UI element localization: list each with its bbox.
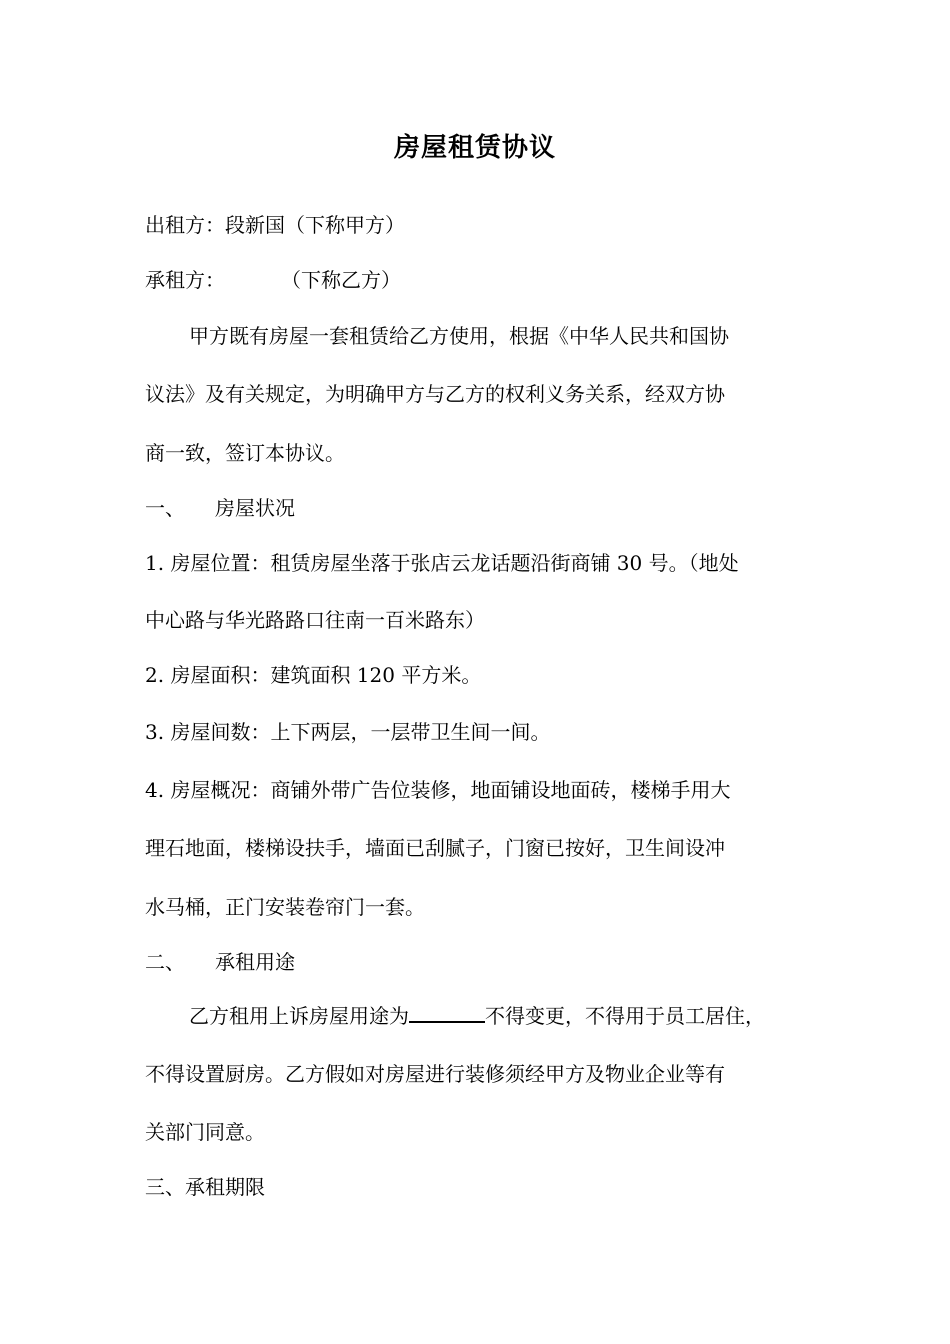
- usage-suffix: 不得变更，不得用于员工居住，: [485, 1004, 765, 1028]
- section-2-para-line: 不得设置厨房。乙方假如对房屋进行装修须经甲方及物业企业等有: [145, 1062, 725, 1086]
- section-2-para-line: 关部门同意。: [145, 1120, 265, 1144]
- lessee-label: 承租方：: [145, 268, 225, 292]
- section-3-heading: 三、承租期限: [145, 1175, 265, 1199]
- section-1-heading: [145, 491, 825, 525]
- lessee-line: [145, 263, 825, 297]
- section-2-heading: [145, 945, 825, 979]
- usage-prefix: 乙方租用上诉房屋用途为: [189, 1004, 409, 1028]
- section-1-item: 1. 房屋位置：租赁房屋坐落于张店云龙话题沿街商铺 30 号。（地处: [145, 551, 739, 575]
- lessee-suffix: （下称乙方）: [281, 268, 401, 292]
- intro-line-2: 议法》及有关规定，为明确甲方与乙方的权利义务关系，经双方协: [145, 382, 725, 406]
- section-1-item: 3. 房屋间数：上下两层，一层带卫生间一间。: [145, 720, 551, 744]
- section-1-item: 4. 房屋概况：商铺外带广告位装修，地面铺设地面砖，楼梯手用大: [145, 778, 731, 802]
- section-2-para-line-1: [189, 999, 869, 1033]
- intro-line-1: 甲方既有房屋一套租赁给乙方使用，根据《中华人民共和国协: [189, 324, 729, 348]
- lessor-line: 出租方：段新国（下称甲方）: [145, 213, 405, 237]
- section-1-item: 2. 房屋面积：建筑面积 120 平方米。: [145, 663, 482, 687]
- section-1-number: 一、: [145, 496, 185, 520]
- section-2-title: 承租用途: [215, 950, 295, 974]
- section-1-item: 水马桶，正门安装卷帘门一套。: [145, 895, 425, 919]
- usage-blank-underline: [409, 1003, 485, 1023]
- section-2-number: 二、: [145, 950, 185, 974]
- intro-line-3: 商一致，签订本协议。: [145, 441, 345, 465]
- section-1-item: 中心路与华光路路口往南一百米路东）: [145, 608, 485, 632]
- section-1-title: 房屋状况: [215, 496, 295, 520]
- section-1-item: 理石地面，楼梯设扶手，墙面已刮腻子，门窗已按好，卫生间设冲: [145, 836, 725, 860]
- document-title: 房屋租赁协议: [393, 133, 556, 163]
